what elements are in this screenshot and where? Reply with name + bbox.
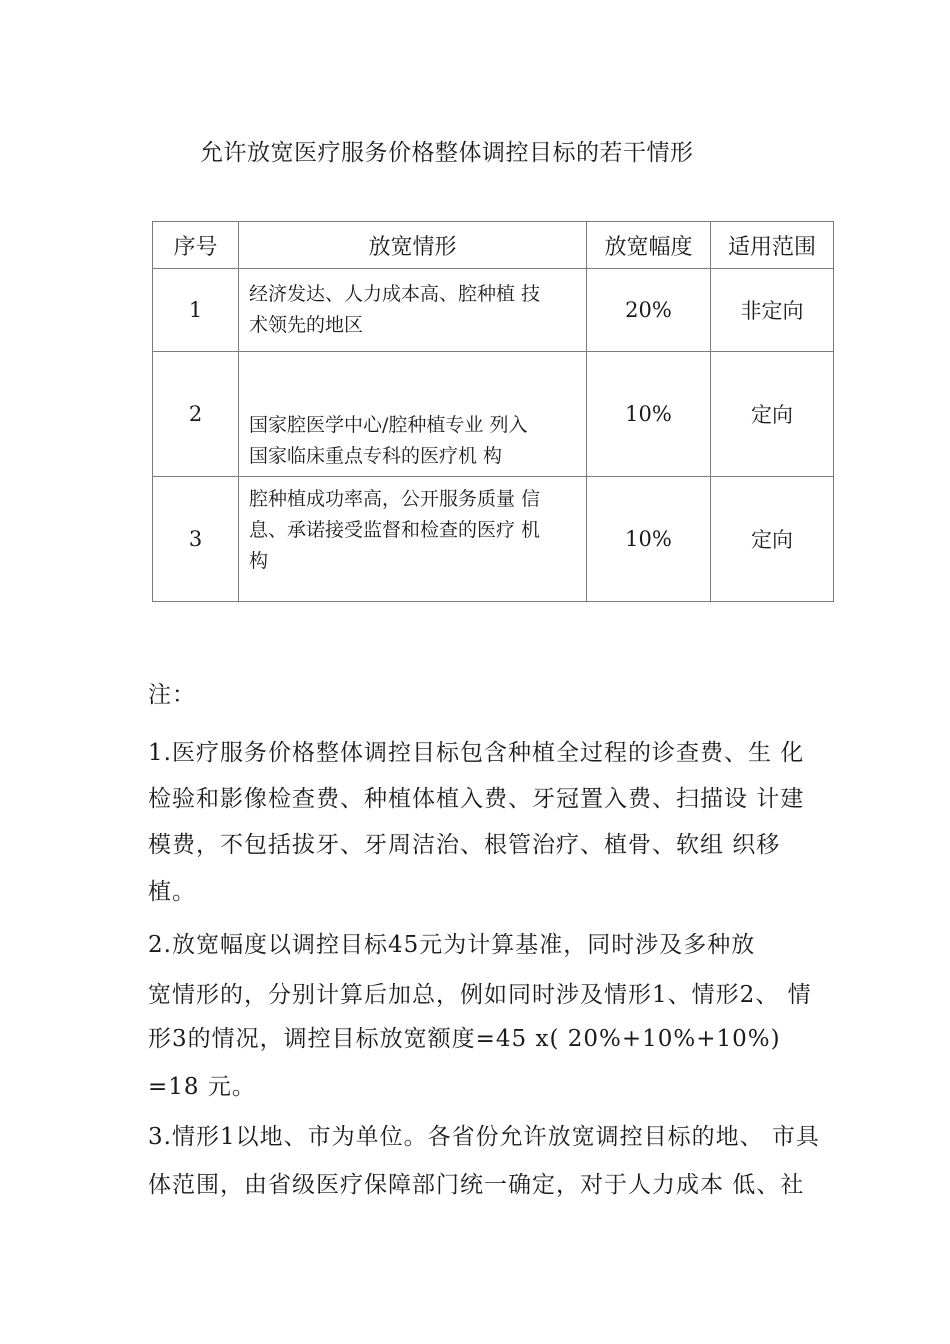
row-scope: 定向: [711, 352, 834, 477]
header-case: 放宽情形: [239, 222, 587, 269]
header-seq: 序号: [153, 222, 239, 269]
note-line: 检验和影像检查费、种植体植入费、牙冠置入费、扫描设 计建: [148, 786, 805, 812]
case-line: 国家腔医学中心/腔种植专业 列入: [249, 414, 528, 436]
case-line: 经济发达、人力成本高、腔种植 技: [249, 283, 541, 305]
note-line: =18 元。: [148, 1074, 256, 1100]
row-range: 10%: [587, 352, 711, 477]
note-line: 2.放宽幅度以调控目标45元为计算基准，同时涉及多种放: [148, 932, 756, 958]
row-case: [239, 352, 587, 477]
note-line: 1.医疗服务价格整体调控目标包含种植全过程的诊查费、生 化: [148, 740, 805, 766]
case-line: 腔种植成功率高，公开服务质量 信: [249, 488, 541, 510]
relaxation-cases-table: [152, 221, 834, 602]
note-line: 体范围，由省级医疗保障部门统一确定，对于人力成本 低、社: [148, 1172, 805, 1198]
row-case: [239, 269, 587, 352]
case-line: 构: [249, 550, 269, 572]
case-line: 术领先的地区: [249, 314, 364, 336]
note-line: 形3的情况，调控目标放宽额度=45 x( 20%+10%+10%): [148, 1026, 781, 1052]
note-line: 3.情形1以地、市为单位。各省份允许放宽调控目标的地、 市具: [148, 1124, 820, 1150]
notes-label: 注：: [148, 682, 196, 708]
row-range: 20%: [587, 269, 711, 352]
table-row: [153, 269, 834, 352]
header-range: 放宽幅度: [587, 222, 711, 269]
note-line: 宽情形的，分别计算后加总，例如同时涉及情形1、情形2、 情: [148, 982, 812, 1008]
table-header-row: [153, 222, 834, 269]
row-scope: 定向: [711, 477, 834, 602]
table-row: [153, 352, 834, 477]
case-line: 息、承诺接受监督和检查的医疗 机: [249, 519, 541, 541]
row-seq: 2: [153, 352, 239, 477]
document-title: 允许放宽医疗服务价格整体调控目标的若干情形: [200, 140, 694, 166]
case-line: 国家临床重点专科的医疗机 构: [249, 445, 503, 467]
row-scope: 非定向: [711, 269, 834, 352]
row-case: [239, 477, 587, 602]
note-line: 模费，不包括拔牙、牙周洁治、根管治疗、植骨、软组 织移: [148, 832, 781, 858]
row-seq: 3: [153, 477, 239, 602]
table-row: [153, 477, 834, 602]
header-scope: 适用范围: [711, 222, 834, 269]
row-seq: 1: [153, 269, 239, 352]
row-range: 10%: [587, 477, 711, 602]
note-line: 植。: [148, 879, 196, 905]
